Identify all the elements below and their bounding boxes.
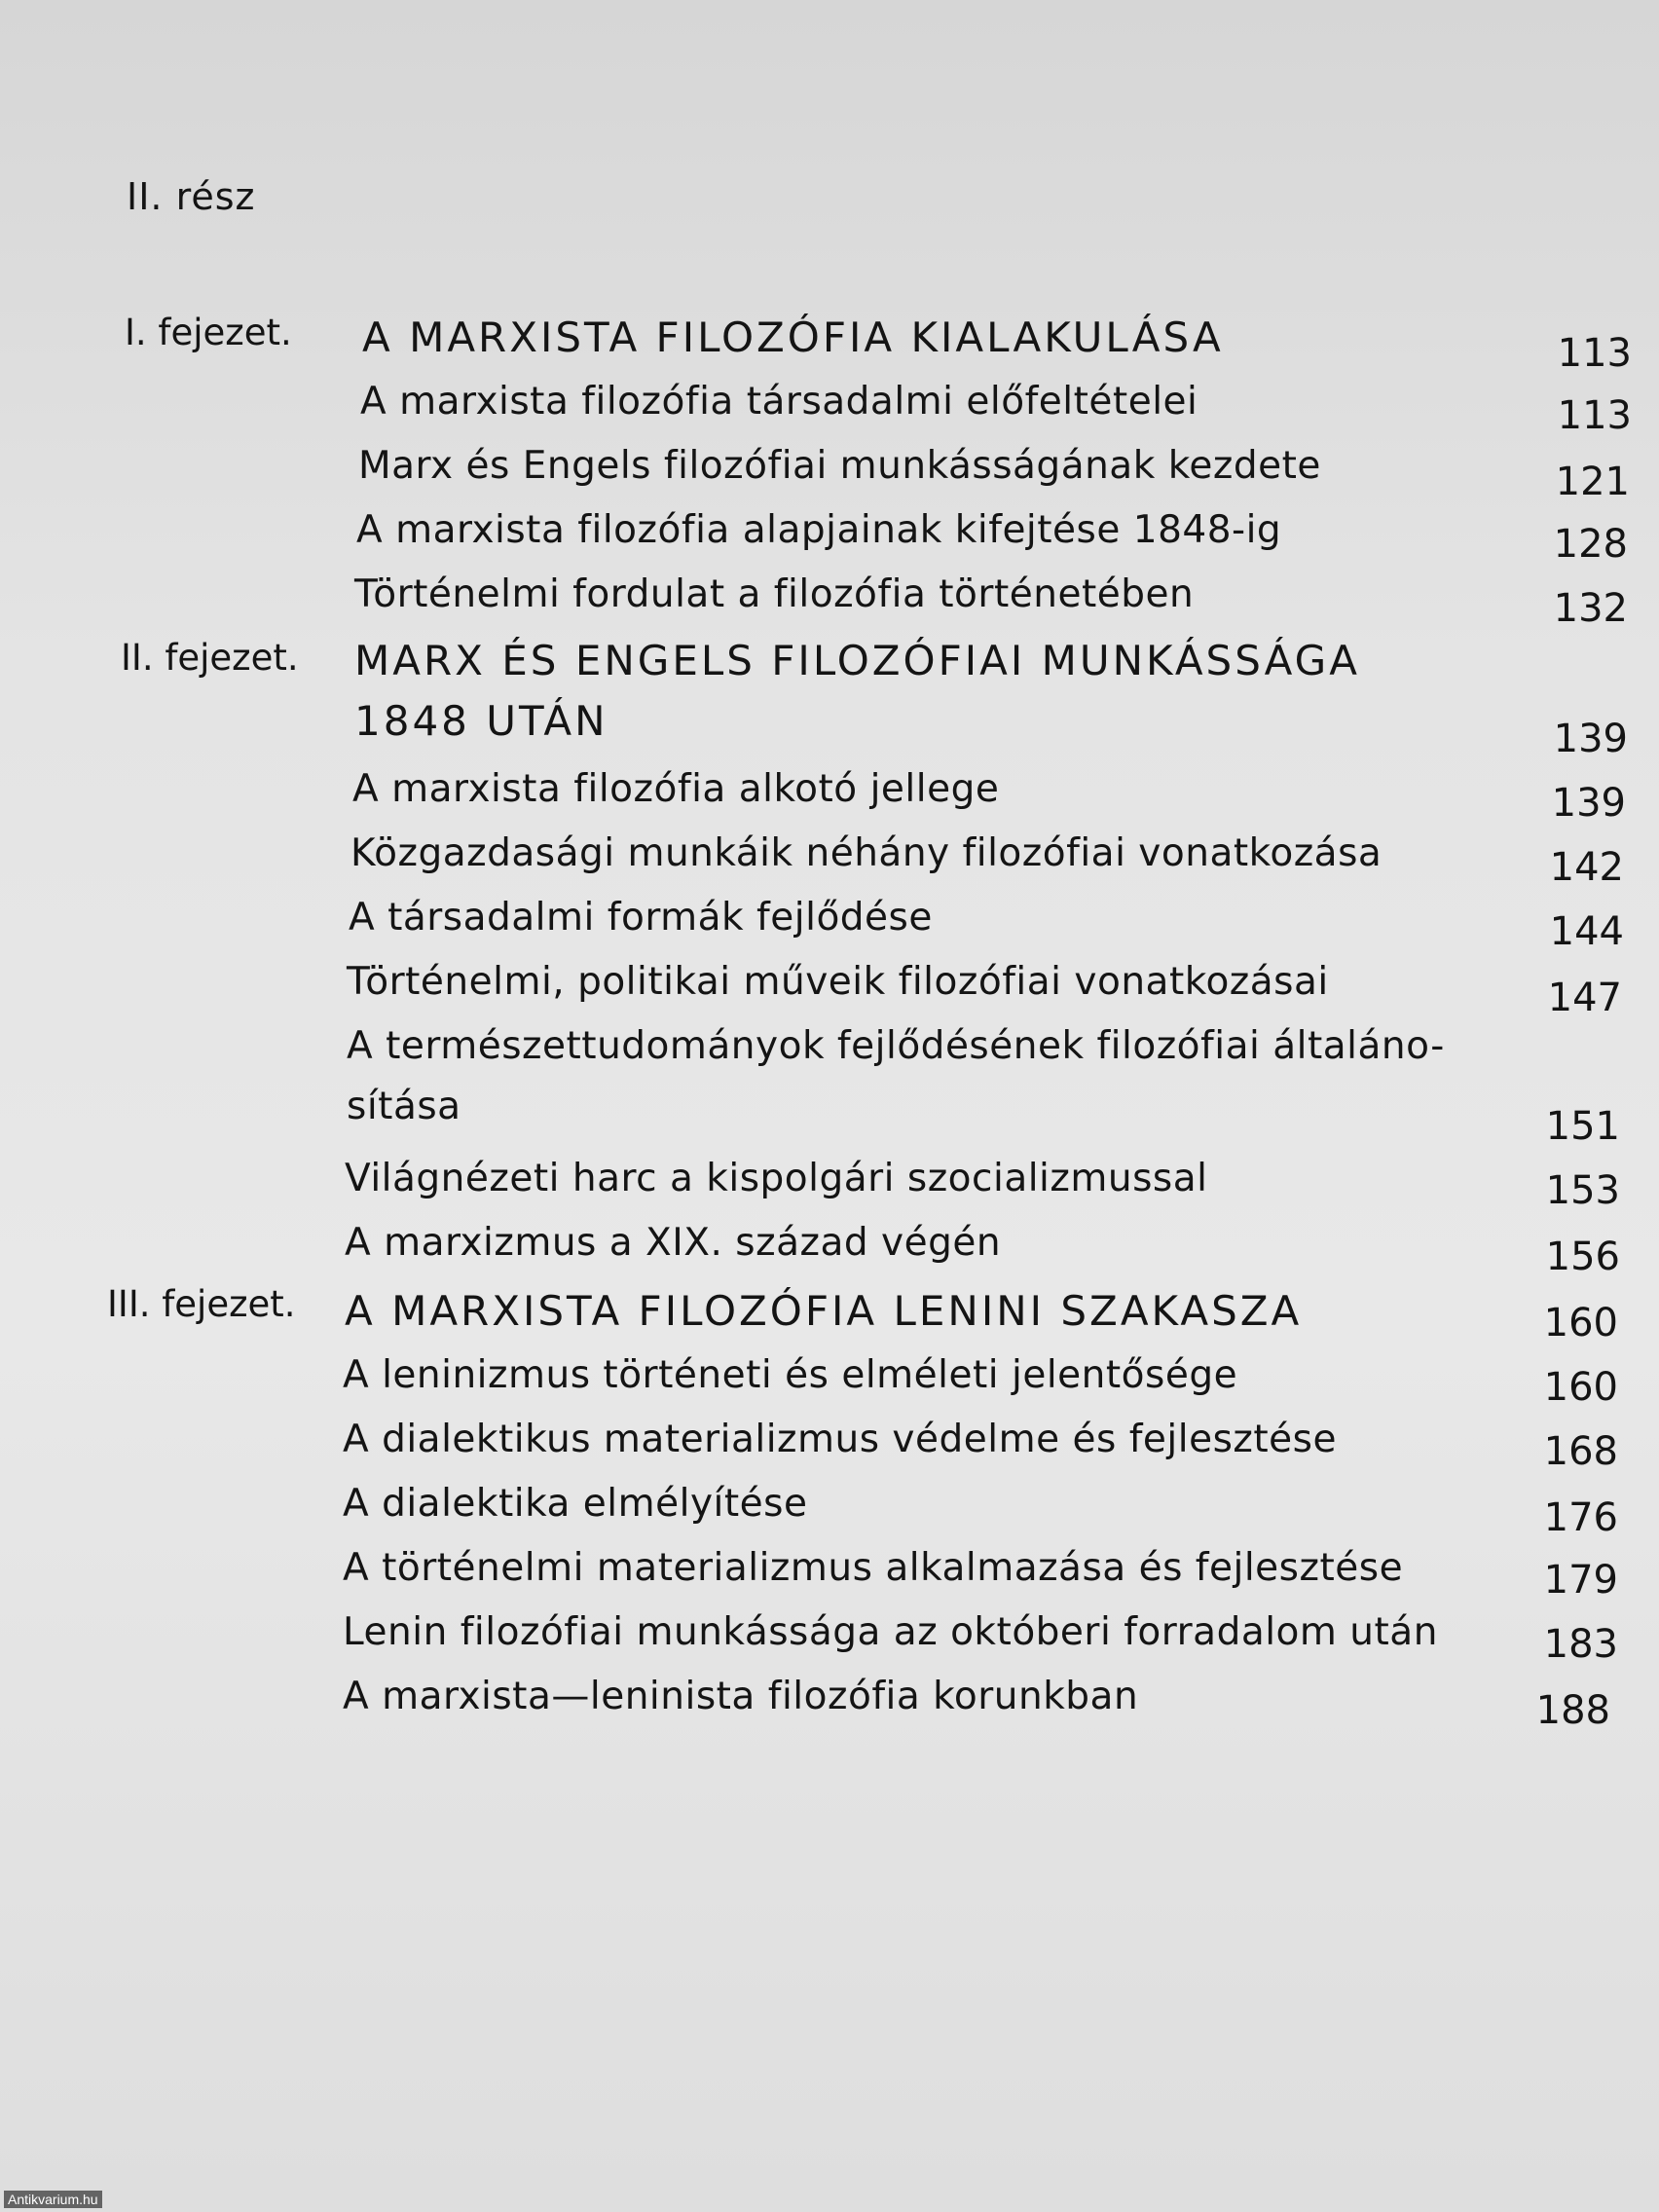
section-title: A dialektika elmélyítése bbox=[343, 1482, 808, 1526]
section-page: 113 bbox=[1557, 393, 1632, 438]
section-title: A marxista filozófia alkotó jellege bbox=[352, 767, 1000, 811]
chapter-label: I. fejezet. bbox=[125, 312, 292, 353]
chapter-title: A MARXISTA FILOZÓFIA LENINI SZAKASZA bbox=[345, 1287, 1303, 1335]
section-page: 139 bbox=[1551, 781, 1626, 826]
watermark: Antikvarium.hu bbox=[4, 2191, 102, 2208]
section-page: 147 bbox=[1547, 976, 1622, 1020]
section-page: 156 bbox=[1545, 1235, 1620, 1279]
section-page: 128 bbox=[1553, 522, 1628, 567]
section-page: 168 bbox=[1543, 1429, 1618, 1474]
section-title: Lenin filozófiai munkássága az októberi forradalom után bbox=[343, 1610, 1438, 1654]
section-page: 160 bbox=[1543, 1365, 1618, 1410]
section-title-continuation: sítása bbox=[347, 1085, 461, 1128]
chapter-page: 113 bbox=[1557, 331, 1632, 376]
chapter-label: III. fejezet. bbox=[107, 1283, 296, 1325]
chapter-label: II. fejezet. bbox=[121, 637, 299, 679]
section-title: A marxizmus a XIX. század végén bbox=[345, 1221, 1002, 1265]
section-page: 151 bbox=[1545, 1104, 1620, 1149]
chapter-page: 139 bbox=[1553, 717, 1628, 761]
chapter-title-continuation: 1848 UTÁN bbox=[354, 697, 608, 745]
section-title: A történelmi materializmus alkalmazása és fejlesztése bbox=[343, 1546, 1404, 1590]
section-page: 176 bbox=[1543, 1495, 1618, 1540]
section-title: Történelmi fordulat a filozófia történetében bbox=[354, 572, 1195, 616]
section-page: 188 bbox=[1535, 1688, 1610, 1733]
section-page: 121 bbox=[1555, 460, 1630, 504]
section-page: 153 bbox=[1545, 1168, 1620, 1213]
section-title: A természettudományok fejlődésének filozófiai általáno- bbox=[347, 1024, 1445, 1068]
chapter-page: 160 bbox=[1543, 1301, 1618, 1346]
section-title: A leninizmus történeti és elméleti jelentősége bbox=[343, 1353, 1238, 1397]
section-title: A marxista—leninista filozófia korunkban bbox=[343, 1675, 1139, 1718]
section-title: Történelmi, politikai műveik filozófiai vonatkozásai bbox=[347, 960, 1329, 1004]
chapter-title: MARX ÉS ENGELS FILOZÓFIAI MUNKÁSSÁGA bbox=[354, 637, 1360, 684]
part-heading: II. rész bbox=[127, 175, 256, 218]
section-title: Marx és Engels filozófiai munkásságának kezdete bbox=[358, 444, 1321, 488]
section-page: 183 bbox=[1543, 1622, 1618, 1667]
section-title: Közgazdasági munkáik néhány filozófiai vonatkozása bbox=[350, 831, 1382, 875]
section-title: Világnézeti harc a kispolgári szocializmussal bbox=[345, 1157, 1208, 1200]
section-page: 132 bbox=[1553, 586, 1628, 631]
section-page: 144 bbox=[1549, 909, 1624, 954]
section-title: A marxista filozófia társadalmi előfeltételei bbox=[360, 380, 1198, 424]
chapter-title: A MARXISTA FILOZÓFIA KIALAKULÁSA bbox=[362, 313, 1224, 361]
section-page: 142 bbox=[1549, 845, 1624, 890]
section-title: A társadalmi formák fejlődése bbox=[349, 896, 933, 940]
section-title: A dialektikus materializmus védelme és fejlesztése bbox=[343, 1418, 1337, 1461]
section-page: 179 bbox=[1543, 1558, 1618, 1603]
section-title: A marxista filozófia alapjainak kifejtése 1848-ig bbox=[356, 508, 1282, 552]
